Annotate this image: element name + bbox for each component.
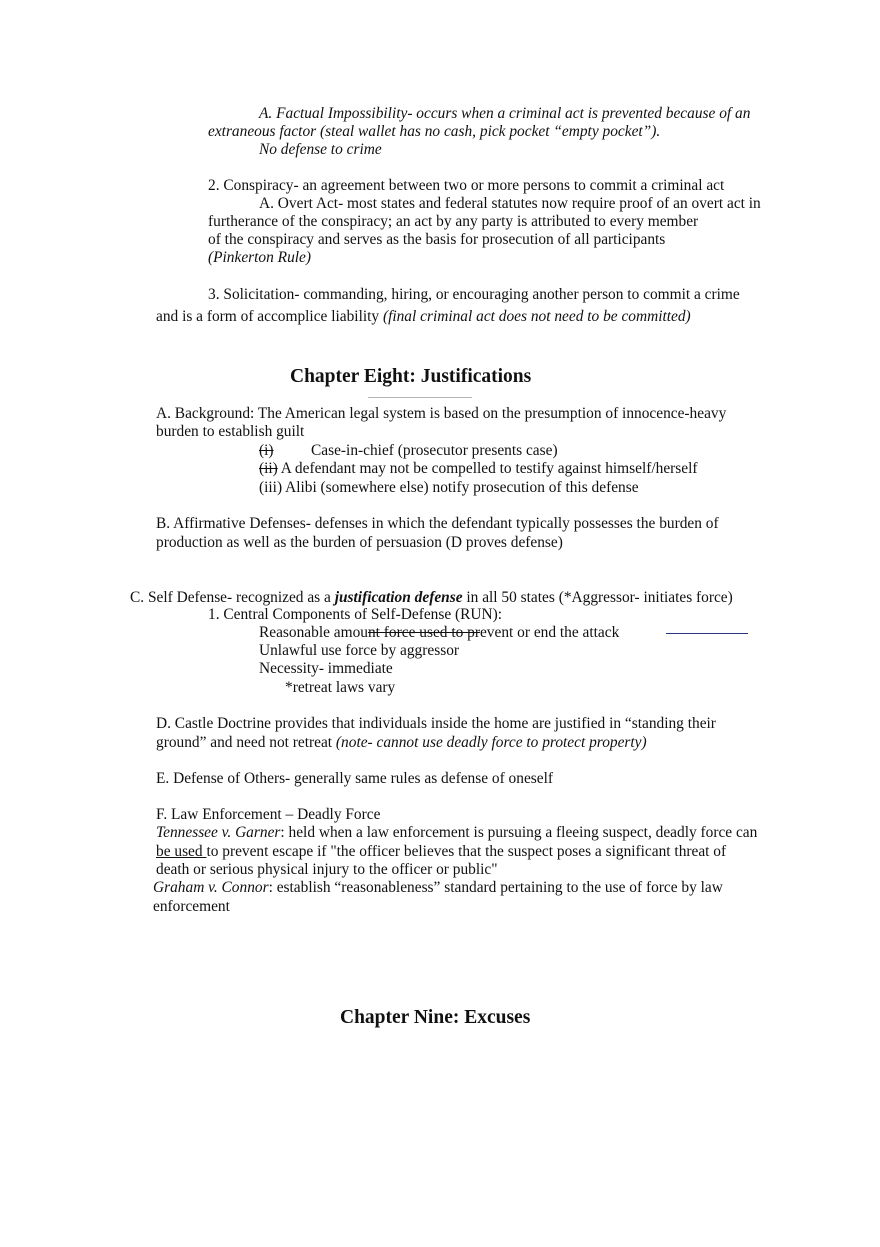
- pinkerton-rule: (Pinkerton Rule): [208, 249, 311, 266]
- reasonable-text-b: event or end the attack: [479, 624, 620, 641]
- self-defense-intro: C. Self Defense- recognized as a: [130, 589, 335, 606]
- garner-underlined: be used: [156, 843, 207, 860]
- background-item-1: [259, 442, 558, 460]
- reasonable-text-a: Reasonable amou: [259, 624, 368, 641]
- background-item-2-text: A defendant may not be compelled to testify against himself/herself: [277, 460, 698, 477]
- component-reasonable: [259, 624, 619, 642]
- solicitation-line2-text: and is a form of accomplice liability: [156, 308, 383, 325]
- justification-defense-term: justification defense: [334, 589, 463, 606]
- graham-line2: enforcement: [153, 898, 230, 915]
- overt-act-line2: furtherance of the conspiracy; an act by any party is attributed to every member: [208, 213, 699, 230]
- solicitation-line2: [156, 308, 691, 326]
- garner-line1: [156, 824, 757, 842]
- component-necessity: Necessity- immediate: [259, 660, 393, 677]
- ink-line-mark: [666, 633, 748, 634]
- retreat-laws-note: *retreat laws vary: [285, 679, 396, 696]
- background-item-2-number: (ii): [259, 460, 278, 477]
- chapter-eight-title: Chapter Eight: Justifications: [290, 366, 532, 387]
- defense-of-others: E. Defense of Others- generally same rules as defense of oneself: [156, 770, 554, 787]
- solicitation-line1: 3. Solicitation- commanding, hiring, or encouraging another person to commit a crime: [208, 286, 740, 303]
- reasonable-struck-text: nt force used to pr: [367, 624, 480, 641]
- factual-impossibility-line1: A. Factual Impossibility- occurs when a criminal act is prevented because of an: [259, 105, 751, 122]
- garner-line2-text: to prevent escape if "the officer believes that the suspect poses a significant threat of: [206, 843, 727, 860]
- chapter-nine-title: Chapter Nine: Excuses: [340, 1007, 531, 1028]
- solicitation-line2-note: (final criminal act does not need to be committed): [382, 308, 691, 325]
- background-item-3: (iii) Alibi (somewhere else) notify prosecution of this defense: [259, 479, 639, 496]
- garner-line3: death or serious physical injury to the officer or public": [156, 861, 498, 878]
- graham-holding: : establish “reasonableness” standard pertaining to the use of force by law: [268, 879, 723, 896]
- graham-case-name: Graham v. Connor: [153, 879, 269, 896]
- overt-act-line1: A. Overt Act- most states and federal statutes now require proof of an overt act in: [259, 195, 761, 212]
- castle-doctrine-text: ground” and need not retreat: [156, 734, 336, 751]
- background-item-2: [259, 460, 698, 478]
- affirmative-line2: production as well as the burden of persuasion (D proves defense): [156, 534, 563, 551]
- affirmative-line1: B. Affirmative Defenses- defenses in which the defendant typically possesses the burden of: [156, 515, 719, 532]
- chapter-eight-rule: [368, 397, 472, 398]
- conspiracy-heading: 2. Conspiracy- an agreement between two or more persons to commit a criminal act: [208, 177, 725, 194]
- garner-case-name: Tennessee v. Garner: [156, 824, 281, 841]
- background-line2: burden to establish guilt: [156, 423, 305, 440]
- background-item-1-text: Case-in-chief (prosecutor presents case): [311, 442, 558, 459]
- castle-doctrine-line1: D. Castle Doctrine provides that individuals inside the home are justified in “standing their: [156, 715, 716, 732]
- component-unlawful: Unlawful use force by aggressor: [259, 642, 460, 659]
- garner-line2: [156, 843, 726, 861]
- castle-doctrine-note: (note- cannot use deadly force to protect property): [335, 734, 647, 751]
- background-item-1-number: (i): [259, 442, 274, 459]
- garner-holding: : held when a law enforcement is pursuing a fleeing suspect, deadly force can: [280, 824, 758, 841]
- self-defense-components: 1. Central Components of Self-Defense (RUN):: [208, 606, 503, 623]
- factual-impossibility-line2: extraneous factor (steal wallet has no cash, pick pocket “empty pocket”).: [208, 123, 661, 140]
- castle-doctrine-line2: [156, 734, 647, 752]
- overt-act-line3: of the conspiracy and serves as the basis for prosecution of all participants: [208, 231, 666, 248]
- law-enforcement-heading: F. Law Enforcement – Deadly Force: [156, 806, 381, 823]
- graham-line1: [153, 879, 723, 897]
- self-defense-states: in all 50 states (*Aggressor- initiates force): [462, 589, 733, 606]
- factual-impossibility-line3: No defense to crime: [259, 141, 382, 158]
- self-defense-line1: [130, 589, 733, 607]
- background-line1: A. Background: The American legal system is based on the presumption of innocence-heavy: [156, 405, 727, 422]
